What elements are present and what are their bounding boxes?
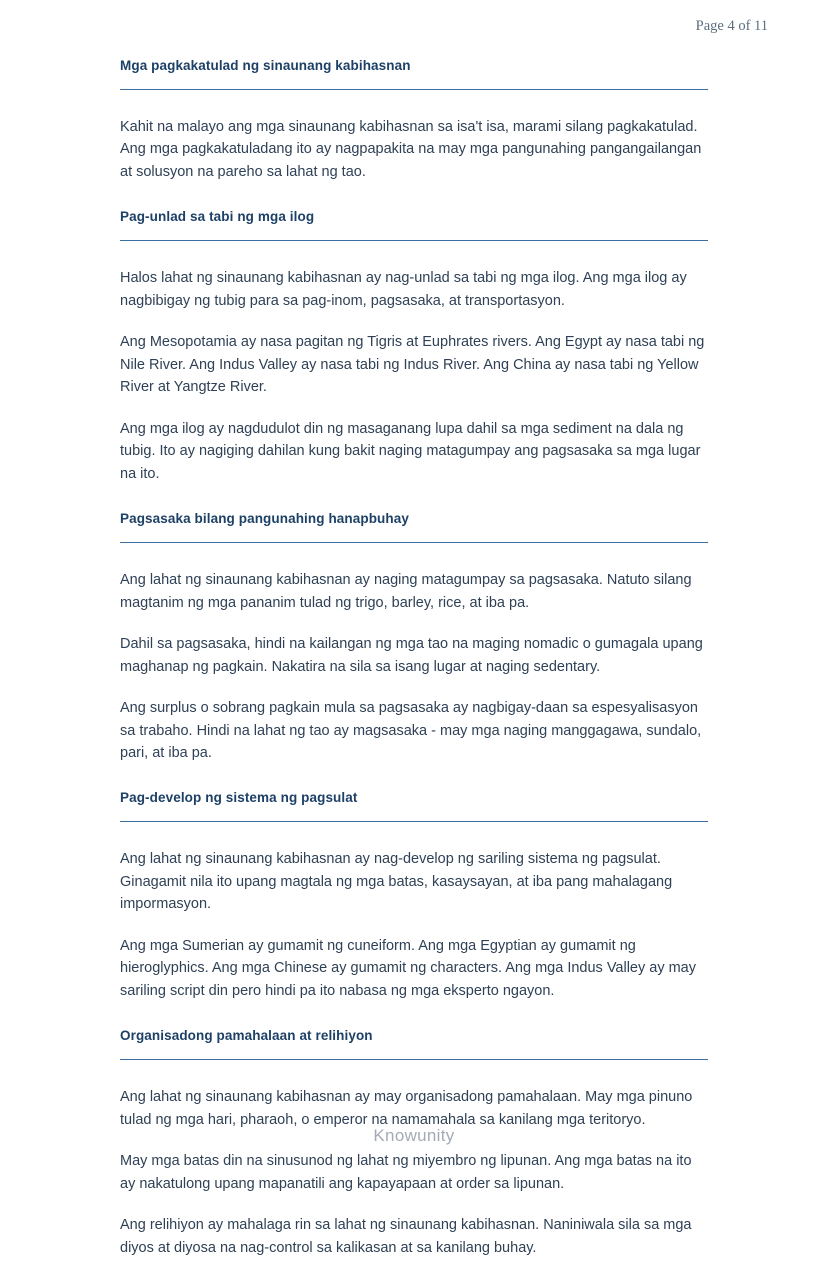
section-heading: Mga pagkakatulad ng sinaunang kabihasnan xyxy=(120,58,411,73)
heading-rule xyxy=(120,821,708,822)
section-rivers xyxy=(120,209,708,485)
section-heading: Pagsasaka bilang pangunahing hanapbuhay xyxy=(120,511,409,527)
paragraph: Ang surplus o sobrang pagkain mula sa pagsasaka ay nagbigay-daan sa espesyalisasyon sa trabaho. Hindi na lahat ng tao ay magsasaka - may mga naging manggagawa, sundalo, pari, at iba pa. xyxy=(120,700,702,761)
paragraph: Dahil sa pagsasaka, hindi na kailangan ng mga tao na maging nomadic o gumagala upang maghanap ng pagkain. Nakatira na sila sa isang lugar at naging sedentary. xyxy=(120,636,703,675)
section-agriculture xyxy=(120,511,708,764)
paragraph: Kahit na malayo ang mga sinaunang kabihasnan sa isa't isa, marami silang pagkakatulad. Ang mga pagkakatuladang ito ay nagpapakita na may mga pangunahing pangangailangan at solusyon na pareho sa lahat ng tao. xyxy=(120,119,702,180)
paragraph: Ang lahat ng sinaunang kabihasnan ay naging matagumpay sa pagsasaka. Natuto silang magtanim ng mga pananim tulad ng trigo, barley, rice, at iba pa. xyxy=(120,572,692,611)
paragraph: May mga batas din na sinusunod ng lahat ng miyembro ng lipunan. Ang mga batas na ito ay nakatulong upang mapanatili ang kapayapaan at order sa lipunan. xyxy=(120,1153,692,1192)
document-content xyxy=(120,58,708,1285)
knowunity-logo: Knowunity xyxy=(373,1126,455,1145)
section-similarities xyxy=(120,58,708,183)
paragraph: Ang Mesopotamia ay nasa pagitan ng Tigris at Euphrates rivers. Ang Egypt ay nasa tabi ng Nile River. Ang Indus Valley ay nasa tabi ng Indus River. Ang China ay nasa tabi ng Yellow River at Yangtze River. xyxy=(120,334,705,396)
page-footer xyxy=(0,1126,828,1146)
section-heading: Organisadong pamahalaan at relihiyon xyxy=(120,1028,373,1044)
heading-rule xyxy=(120,1059,708,1060)
paragraph: Ang relihiyon ay mahalaga rin sa lahat ng sinaunang kabihasnan. Naniniwala sila sa mga diyos at diyosa na nag-control sa kalikasan at sa kanilang buhay. xyxy=(120,1217,692,1256)
paragraph: Ang mga ilog ay nagdudulot din ng masaganang lupa dahil sa mga sediment na dala ng tubig. Ito ay nagiging dahilan kung bakit naging matagumpay ang pagsasaka sa mga lugar na ito. xyxy=(120,420,701,482)
paragraph: Ang lahat ng sinaunang kabihasnan ay may organisadong pamahalaan. May mga pinuno tulad ng mga hari, pharaoh, o emperor na namamahala sa kanilang mga teritoryo. xyxy=(120,1089,693,1128)
section-heading: Pag-develop ng sistema ng pagsulat xyxy=(120,790,358,806)
heading-rule xyxy=(120,89,708,90)
section-writing xyxy=(120,790,708,1002)
heading-rule xyxy=(120,542,708,543)
section-heading: Pag-unlad sa tabi ng mga ilog xyxy=(120,209,315,225)
heading-rule xyxy=(120,240,708,241)
paragraph: Halos lahat ng sinaunang kabihasnan ay nag-unlad sa tabi ng mga ilog. Ang mga ilog ay nagbibigay ng tubig para sa pag-inom, pagsasaka, at transportasyon. xyxy=(120,270,687,309)
paragraph: Ang mga Sumerian ay gumamit ng cuneiform. Ang mga Egyptian ay gumamit ng hieroglyphics. Ang mga Chinese ay gumamit ng characters. Ang mga Indus Valley ay may sariling script din pero hindi pa ito nabasa ng mga eksperto ngayon. xyxy=(120,937,696,999)
paragraph: Ang lahat ng sinaunang kabihasnan ay nag-develop ng sariling sistema ng pagsulat. Ginagamit nila ito upang magtala ng mga batas, kasaysayan, at iba pang mahalagang impormasyon. xyxy=(120,851,673,913)
page-number: Page 4 of 11 xyxy=(695,18,768,34)
